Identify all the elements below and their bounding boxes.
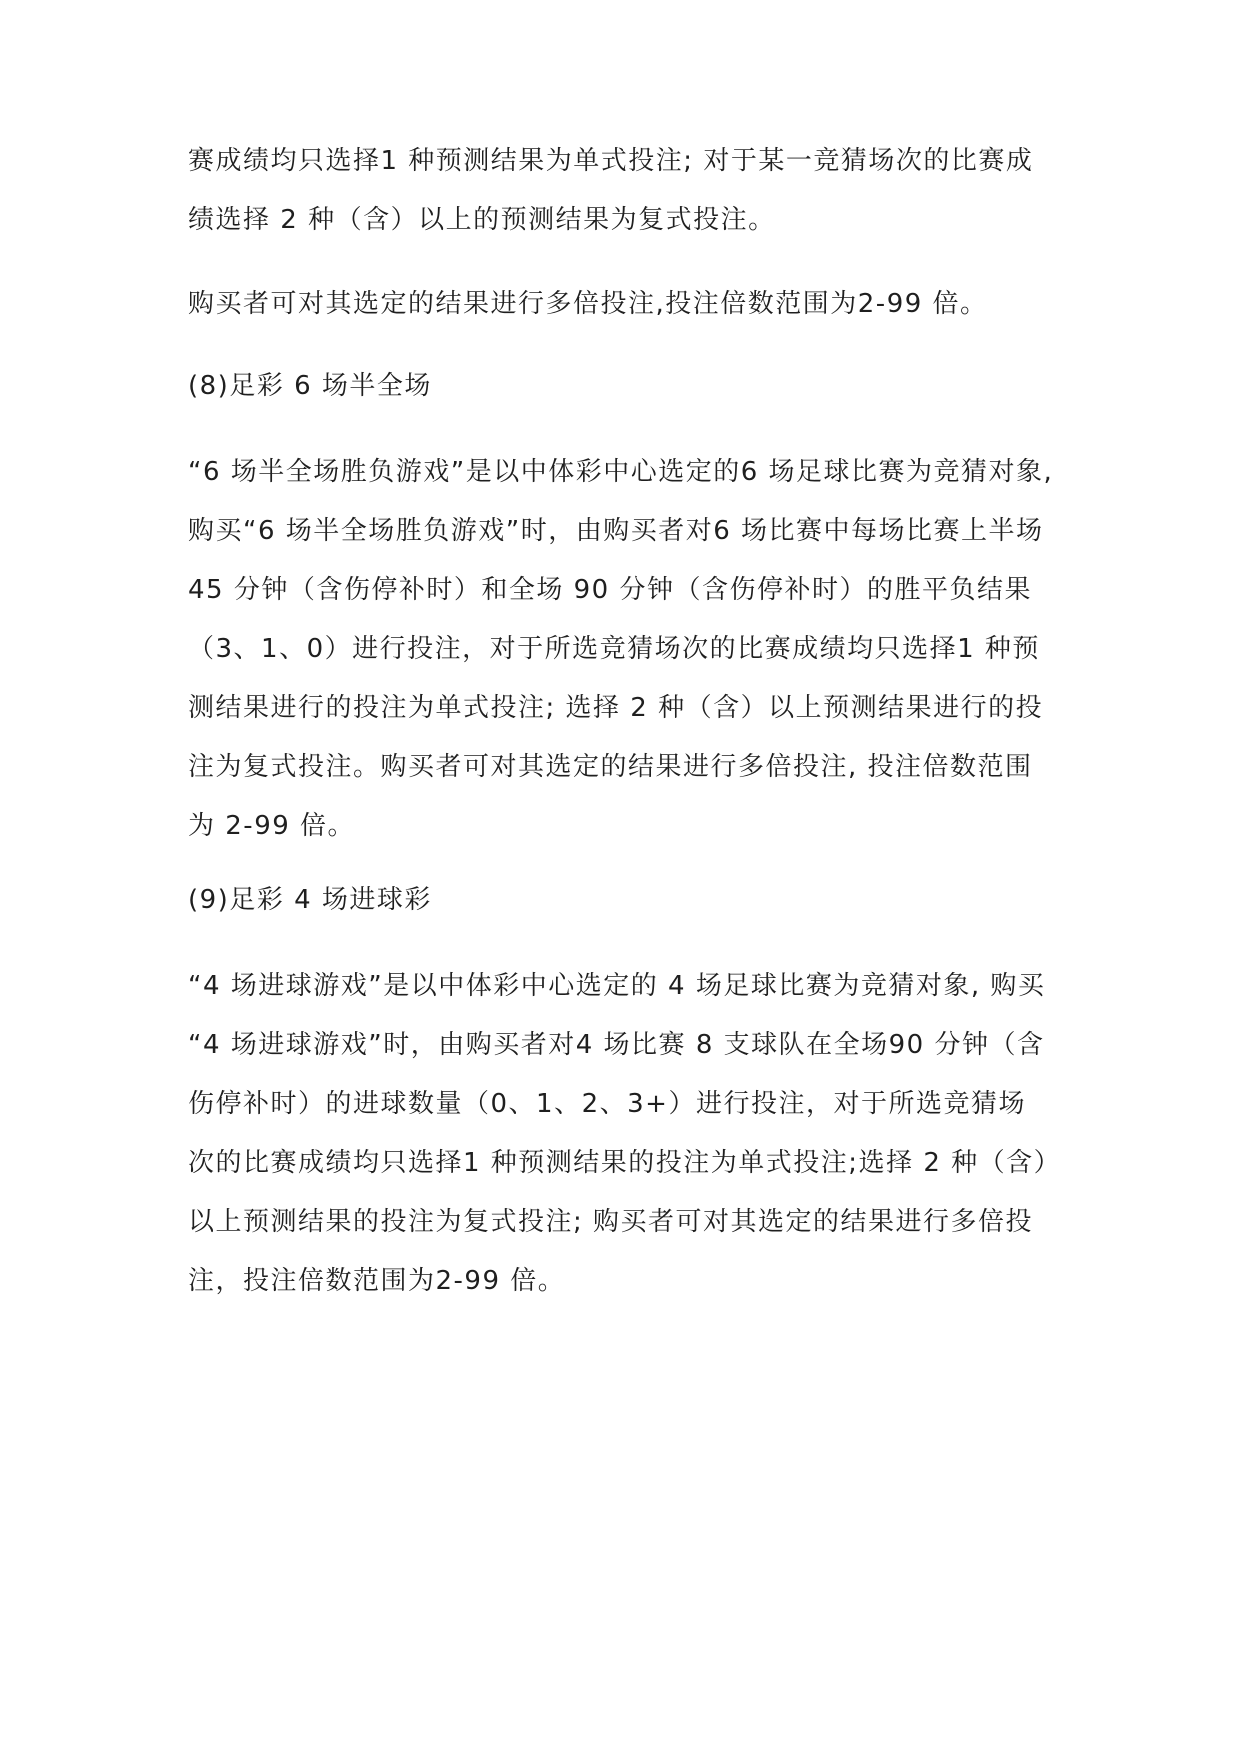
section-8-body: “6 场半全场胜负游戏”是以中体彩中心选定的6 场足球比赛为竞猜对象, 购买“6 场半全场胜负游戏”时，由购买者对6 场比赛中每场比赛上半场 45 分钟（含伤停补时）和全场 90 分钟（含伤停补时）的胜平负结果 （3、1、0）进行投注，对于所选竞猜场次的比赛成绩均只选择1 种预 测结果进行的投注为单式投注; 选择 2 种（含）以上预测结果进行的投 注为复式投注。购买者可对其选定的结果进行多倍投注, 投注倍数范围 为 2-99 倍。 (188, 457, 1054, 841)
section-9-title: (9)足彩 4 场进球彩 (188, 885, 432, 915)
paragraph-multiple-bet-range: 购买者可对其选定的结果进行多倍投注,投注倍数范围为2-99 倍。 (188, 289, 988, 319)
paragraph-single-compound-bet: 赛成绩均只选择1 种预测结果为单式投注; 对于某一竞猜场次的比赛成 绩选择 2 种（含）以上的预测结果为复式投注。 (188, 146, 1034, 235)
section-8-title: (8)足彩 6 场半全场 (188, 371, 432, 401)
section-9-body: “4 场进球游戏”是以中体彩中心选定的 4 场足球比赛为竞猜对象, 购买 “4 场进球游戏”时，由购买者对4 场比赛 8 支球队在全场90 分钟（含 伤停补时）的进球数量（0、1、2、3+）进行投注，对于所选竞猜场 次的比赛成绩均只选择1 种预测结果的投注为单式投注;选择 2 种（含） 以上预测结果的投注为复式投注; 购买者可对其选定的结果进行多倍投 注，投注倍数范围为2-99 倍。 (188, 971, 1062, 1296)
